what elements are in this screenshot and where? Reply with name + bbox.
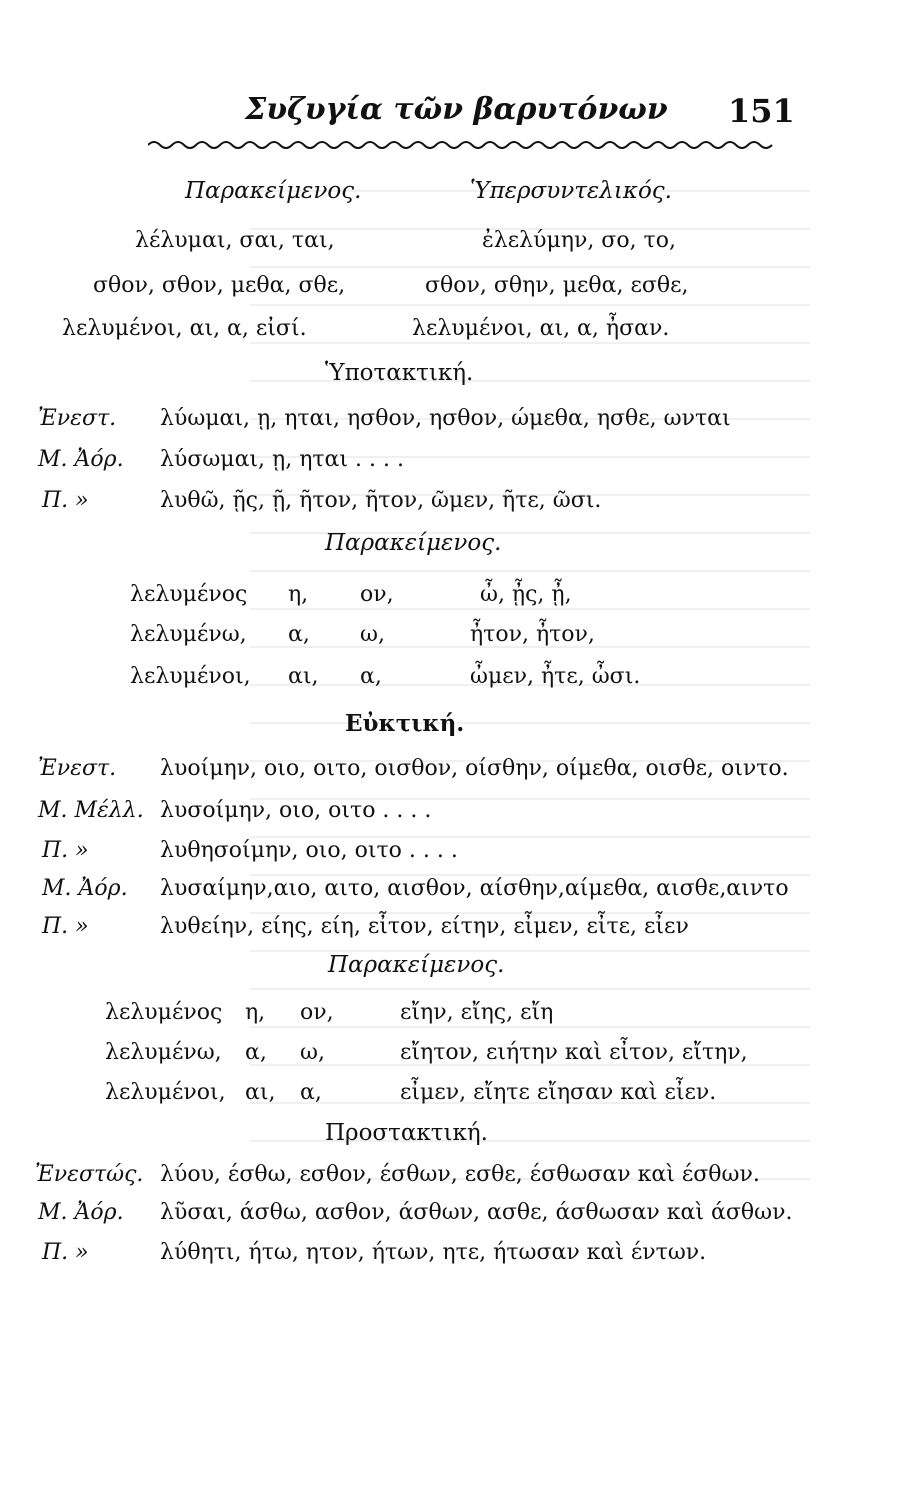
opt-perf-a2: λελυμένω, (105, 1040, 222, 1065)
heading-pluperfect: Ὑπερσυντελικός. (470, 178, 672, 204)
subj-perf-c2: ω, (360, 622, 385, 647)
opt-row-5: λυθείην, είης, είη, εἶτον, είτην, εἶμεν, εἶτε, εἶεν (160, 914, 689, 939)
pluperfect-row-2: σθον, σθην, μεθα, εσθε, (425, 273, 689, 298)
opt-label-2: Μ. Μέλλ. (38, 798, 144, 823)
pluperfect-row-3: λελυμένοι, αι, α, ἦσαν. (412, 316, 670, 341)
opt-perf-c1: ον, (300, 1000, 334, 1025)
perfect-row-1: λέλυμαι, σαι, ται, (135, 228, 335, 253)
imp-row-3: λύθητι, ήτω, ητον, ήτων, ητε, ήτωσαν καὶ έντων. (160, 1240, 707, 1265)
opt-row-3: λυθησοίμην, οιο, οιτο . . . . (160, 838, 458, 863)
opt-label-4: Μ. Ἀόρ. (42, 876, 128, 901)
imp-label-3: Π. » (42, 1240, 89, 1265)
opt-perf-c3: α, (300, 1080, 322, 1105)
opt-perf-c2: ω, (300, 1040, 325, 1065)
subj-label-3: Π. » (42, 488, 89, 513)
perfect-row-3: λελυμένοι, αι, α, εἰσί. (62, 316, 307, 341)
opt-label-3: Π. » (42, 838, 89, 863)
subj-label-1: Ἐνεστ. (38, 406, 117, 431)
subj-perf-b1: η, (288, 582, 309, 607)
heading-optative: Εὐκτική. (345, 710, 465, 737)
opt-perf-a1: λελυμένος (105, 1000, 223, 1025)
pluperfect-row-1: ἐλελύμην, σο, το, (482, 228, 676, 253)
opt-row-1: λυοίμην, οιο, οιτο, οισθον, οίσθην, οίμεθα, οισθε, οιντο. (160, 756, 789, 781)
heading-perfect: Παρακείμενος. (185, 178, 362, 204)
subj-label-2: Μ. Ἀόρ. (38, 447, 124, 472)
subj-perf-c1: ον, (360, 582, 394, 607)
running-title: Συζυγία τῶν βαρυτόνων (245, 92, 668, 127)
subj-row-3: λυθῶ, ῇς, ῇ, ῆτον, ῆτον, ῶμεν, ῆτε, ῶσι. (160, 488, 602, 513)
opt-perf-b1: η, (245, 1000, 266, 1025)
opt-perf-a3: λελυμένοι, (105, 1080, 226, 1105)
opt-row-2: λυσοίμην, οιο, οιτο . . . . (160, 798, 432, 823)
subj-perf-d1: ὦ, ᾖς, ᾖ, (480, 582, 572, 607)
opt-label-1: Ἐνεστ. (38, 756, 117, 781)
opt-label-5: Π. » (42, 914, 89, 939)
subj-perf-d2: ἦτον, ἦτον, (470, 622, 595, 647)
opt-perf-d2: εἴητον, ειήτην καὶ εἶτον, εἴτην, (400, 1040, 748, 1065)
opt-perf-b2: α, (245, 1040, 267, 1065)
subj-row-2: λύσωμαι, ῃ, ηται . . . . (160, 447, 404, 472)
subj-perf-a3: λελυμένοι, (130, 664, 251, 689)
subj-perf-a2: λελυμένω, (130, 622, 247, 647)
opt-row-4: λυσαίμην,αιο, αιτο, αισθον, αίσθην,αίμεθα, αισθε,αιντο (160, 876, 789, 901)
imp-row-2: λῦσαι, άσθω, ασθον, άσθων, ασθε, άσθωσαν καὶ άσθων. (160, 1200, 793, 1225)
subj-perf-c3: α, (360, 664, 382, 689)
heading-subj-perfect: Παρακείμενος. (325, 530, 502, 556)
heading-subjunctive: Ὑποτακτική. (325, 360, 474, 386)
subj-perf-b2: α, (288, 622, 310, 647)
subj-row-1: λύωμαι, ῃ, ηται, ησθον, ησθον, ώμεθα, ησθε, ωνται (160, 406, 731, 431)
subj-perf-a1: λελυμένος (130, 582, 248, 607)
opt-perf-d3: εἶμεν, εἴητε εἴησαν καὶ εἶεν. (400, 1080, 717, 1105)
page-header (0, 92, 923, 132)
opt-perf-d1: εἴην, εἴης, εἴη (400, 1000, 554, 1025)
page-number: 151 (728, 92, 795, 130)
subj-perf-d3: ὦμεν, ἦτε, ὦσι. (470, 664, 641, 689)
imp-label-2: Μ. Ἀόρ. (38, 1200, 124, 1225)
wavy-rule-divider (148, 138, 773, 152)
heading-imperative: Προστακτική. (325, 1120, 488, 1146)
imp-row-1: λύου, έσθω, εσθον, έσθων, εσθε, έσθωσαν καὶ έσθων. (160, 1162, 760, 1187)
opt-perf-b3: αι, (245, 1080, 276, 1105)
heading-opt-perfect: Παρακείμενος. (328, 952, 505, 978)
subj-perf-b3: αι, (288, 664, 319, 689)
imp-label-1: Ἐνεστώς. (35, 1162, 144, 1187)
perfect-row-2: σθον, σθον, μεθα, σθε, (93, 273, 346, 298)
